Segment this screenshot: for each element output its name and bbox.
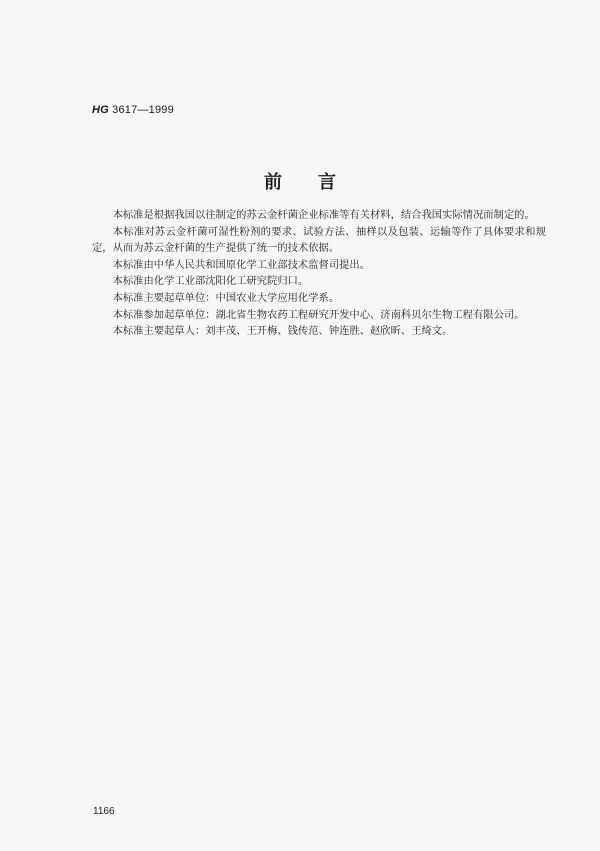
page-title: 前言 [264, 172, 372, 193]
paragraph-main-drafters: 本标准主要起草人：刘丰茂、王开梅、钱传范、钟连胜、赵欣昕、王绮文。 [112, 325, 453, 338]
paragraph-main-drafter-unit: 本标准主要起草单位：中国农业大学应用化学系。 [112, 291, 340, 304]
standard-prefix: HG [92, 104, 109, 116]
paragraph-basis: 本标准是根据我国以往制定的苏云金杆菌企业标准等有关材料，结合我国实际情况而制定的。 [112, 209, 535, 221]
paragraph-participating-units: 本标准参加起草单位：湖北省生物农药工程研究开发中心、济南科贝尔生物工程有限公司。 [112, 308, 525, 321]
paragraph-administrator: 本标准由化学工业部沈阳化工研究院归口。 [112, 275, 309, 288]
standard-number: 3617—1999 [108, 104, 174, 116]
paragraph-proposer: 本标准由中华人民共和国原化学工业部技术监督司提出。 [112, 258, 371, 271]
paragraph-scope: 本标准对苏云金杆菌可湿性粉剂的要求、试验方法、抽样以及包装、运输等作了具体要求和规定，从而为苏云金杆菌的生产提供了统一的技术依据。 [92, 225, 546, 255]
foreword-body [92, 207, 546, 340]
page-number: 1166 [93, 806, 115, 817]
standard-code [92, 104, 174, 116]
